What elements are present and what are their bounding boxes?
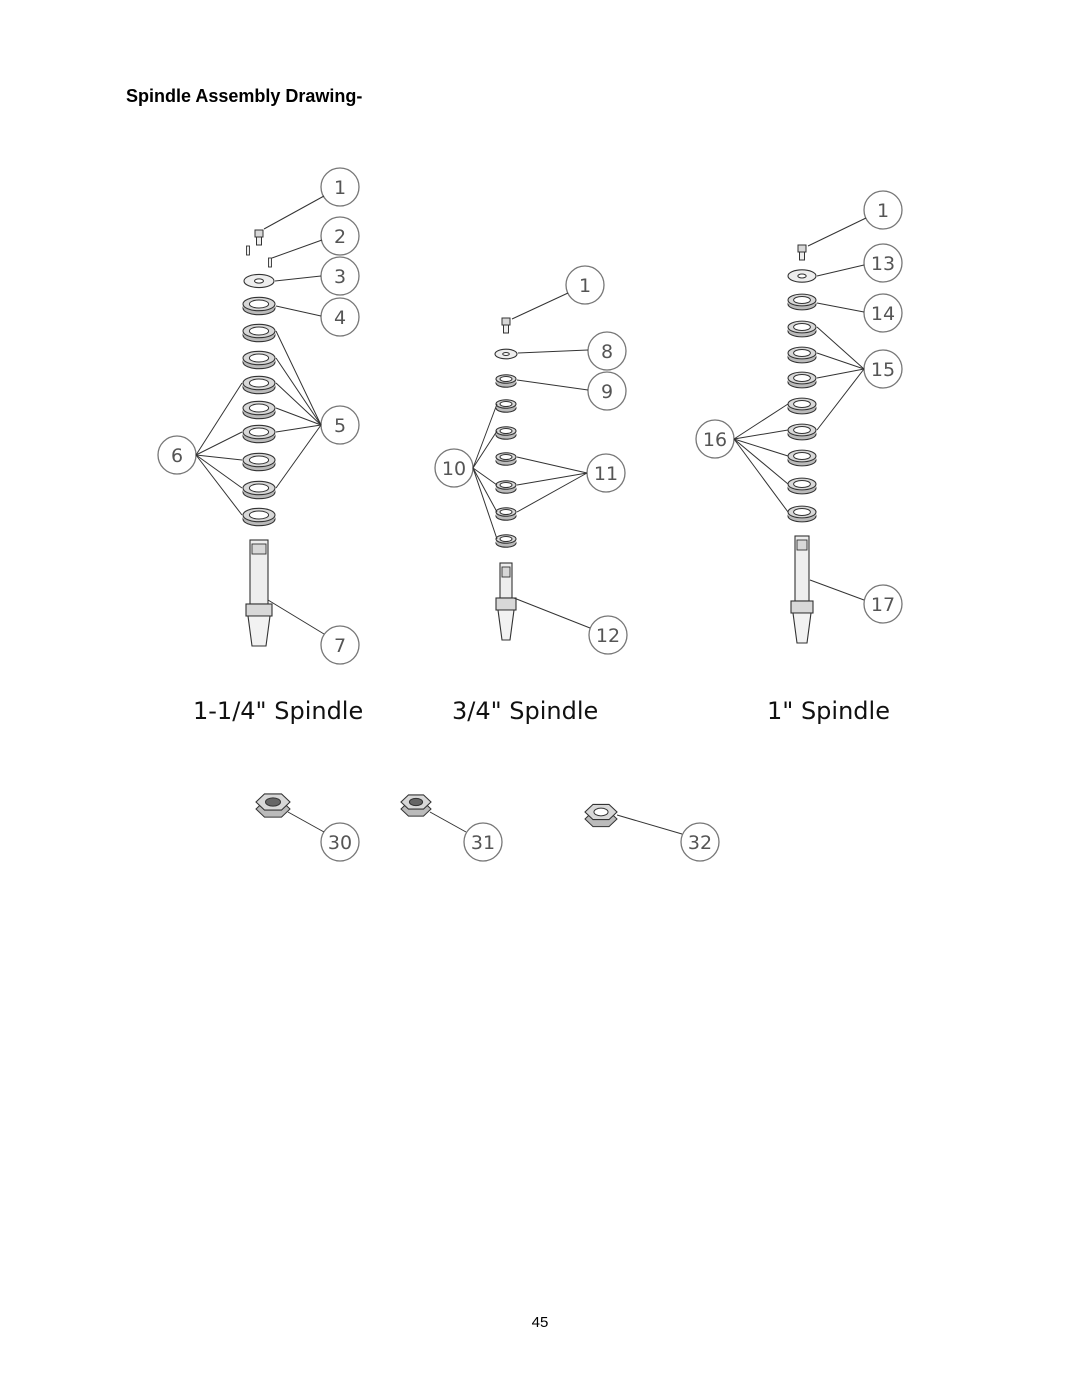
leader-5-2 (276, 358, 321, 425)
spindle3-ring-6 (788, 450, 816, 466)
spindle1-ring-1-bore (249, 300, 268, 308)
spindle2-arbor-key (502, 567, 510, 577)
callout-2-number: 2 (333, 226, 347, 248)
callout-32-number: 32 (687, 832, 713, 854)
leader-8 (518, 350, 588, 353)
leader-7 (268, 600, 324, 634)
spindle1-ring-3-bore (249, 354, 268, 362)
spindle1-arbor-collar (246, 604, 272, 616)
callout-1-spindle1 (321, 168, 359, 206)
spindle2-ring-6-bore (500, 536, 512, 541)
spindle1-ring-4-bore (249, 379, 268, 387)
callout-14 (864, 294, 902, 332)
leader-5-6 (276, 425, 321, 488)
nut-32-bore (594, 808, 608, 816)
nut-32 (585, 804, 617, 826)
callout-1-spindle3 (864, 191, 902, 229)
leader-12 (514, 598, 590, 628)
leader-6-3 (196, 455, 242, 460)
spindle2-washer-hole (503, 352, 510, 355)
spindle3-ring-6-bore (794, 452, 811, 459)
nut-31 (401, 795, 431, 816)
spindle1-ring-5 (243, 401, 275, 418)
leader-15-3 (817, 369, 864, 378)
spindle1-ring-5-bore (249, 404, 268, 412)
spindle3-ring-top (788, 294, 816, 310)
spindle3-ring-7-bore (794, 480, 811, 487)
leader-6-4 (196, 455, 242, 488)
spindle1-screw (255, 230, 263, 245)
spindle3-ring-3 (788, 372, 816, 388)
leader-13 (817, 265, 864, 276)
callout-30-number: 30 (327, 832, 353, 854)
nut-31-bore (409, 798, 422, 805)
spindle3-ring-2-bore (794, 349, 811, 356)
spindle1-pin-left (247, 246, 250, 255)
spindle2-ring-6 (496, 535, 516, 547)
spindle3-ring-2 (788, 347, 816, 363)
callout-6 (158, 436, 196, 474)
callout-2 (321, 217, 359, 255)
callout-16 (696, 420, 734, 458)
spindle3-arbor-key (797, 540, 807, 550)
callout-9 (588, 372, 626, 410)
spindle1-pin-right (269, 258, 272, 267)
spindle1-ring-6 (243, 425, 275, 442)
spindle2-ring-5 (496, 508, 516, 520)
spindle3-washer-hole (798, 274, 806, 278)
spindle3-ring-4-bore (794, 400, 811, 407)
spindle2-ring-4-bore (500, 482, 512, 487)
callout-1-spindle2 (566, 266, 604, 304)
leader-14 (817, 303, 864, 312)
spindle1-ring-6-bore (249, 428, 268, 436)
spindle3-arbor-collar (791, 601, 813, 613)
spindle1-arbor (246, 540, 272, 646)
spindle1-arbor-key (252, 544, 266, 554)
callout-8-number: 8 (600, 341, 614, 363)
leader-5-5 (276, 425, 321, 432)
callout-6-number: 6 (170, 445, 184, 467)
leader-9 (517, 380, 588, 390)
spindle3-ring-top-bore (794, 296, 811, 303)
callout-11 (587, 454, 625, 492)
spindle3-ring-7 (788, 478, 816, 494)
spindle-label-2: 3/4" Spindle (452, 697, 599, 725)
callout-31-number: 31 (470, 832, 496, 854)
spindle2-ring-2 (496, 427, 516, 439)
callout-13-number: 13 (870, 253, 896, 275)
callout-8 (588, 332, 626, 370)
spindle2-ring-top-bore (500, 376, 512, 381)
spindle1-ring-7-bore (249, 456, 268, 464)
spindle3-washer (788, 270, 816, 282)
spindle1-screw-head (255, 230, 263, 237)
nut-30-bore (266, 798, 281, 806)
callout-17-number: 17 (870, 594, 896, 616)
callout-7-number: 7 (333, 635, 347, 657)
leader-4 (276, 306, 321, 316)
spindle3-arbor-taper (793, 613, 811, 643)
leader-3 (275, 276, 321, 281)
callout-31 (464, 823, 502, 861)
spindle1-ring-9 (243, 508, 275, 525)
callout-15 (864, 350, 902, 388)
leader-17 (810, 580, 864, 600)
callout-1-spindle1-number: 1 (333, 177, 347, 199)
spindle3-arbor (791, 536, 813, 643)
leader-6-5 (196, 455, 242, 515)
spindle3-screw (798, 245, 806, 260)
spindle1-ring-1 (243, 297, 275, 314)
callout-16-number: 16 (702, 429, 728, 451)
callout-12-number: 12 (595, 625, 621, 647)
leader-16-2 (734, 430, 788, 439)
spindle2-ring-3 (496, 453, 516, 465)
callout-4-number: 4 (333, 307, 347, 329)
spindle3-screw-shank (800, 252, 805, 260)
spindle3-ring-5 (788, 424, 816, 440)
callout-30 (321, 823, 359, 861)
leader-11-1 (517, 457, 587, 473)
callout-9-number: 9 (600, 381, 614, 403)
spindle3-ring-8 (788, 506, 816, 522)
spindle3-ring-1-bore (794, 323, 811, 330)
spindle2-arbor-taper (498, 610, 514, 640)
callout-12 (589, 616, 627, 654)
spindle-label-1: 1-1/4" Spindle (193, 697, 364, 725)
spindle2-ring-top (496, 375, 516, 387)
leader-5-3 (276, 383, 321, 425)
callout-3-number: 3 (333, 266, 347, 288)
spindle3-ring-8-bore (794, 508, 811, 515)
page-title: Spindle Assembly Drawing- (126, 86, 363, 106)
spindle1-ring-3 (243, 351, 275, 368)
callout-14-number: 14 (870, 303, 896, 325)
spindle1-arbor-taper (248, 616, 270, 646)
leader-1-spindle2 (512, 293, 568, 319)
spindle3-ring-4 (788, 398, 816, 414)
spindle1-ring-9-bore (249, 511, 268, 519)
spindle2-arbor (496, 563, 516, 640)
callout-5 (321, 406, 359, 444)
callout-10 (435, 449, 473, 487)
spindle3-ring-3-bore (794, 374, 811, 381)
leader-1-spindle3 (808, 218, 866, 246)
spindle2-screw-shank (504, 325, 509, 333)
leader-16-5 (734, 439, 788, 512)
spindle2-washer (495, 349, 517, 359)
spindle1-ring-2 (243, 324, 275, 341)
spindle2-arbor-collar (496, 598, 516, 610)
leader-15-1 (817, 327, 864, 369)
callout-13 (864, 244, 902, 282)
spindle3-screw-head (798, 245, 806, 252)
leader-15-2 (817, 353, 864, 369)
spindle2-screw (502, 318, 510, 333)
spindle1-ring-8 (243, 481, 275, 498)
callout-4 (321, 298, 359, 336)
spindle2-ring-5-bore (500, 509, 512, 514)
leader-6-1 (196, 383, 242, 455)
spindle2-ring-1 (496, 400, 516, 412)
page-number: 45 (531, 1314, 549, 1331)
callout-15-number: 15 (870, 359, 896, 381)
spindle2-screw-head (502, 318, 510, 325)
leader-16-3 (734, 439, 788, 456)
spindle2-ring-1-bore (500, 401, 512, 406)
spindle3-ring-5-bore (794, 426, 811, 433)
spindle1-ring-8-bore (249, 484, 268, 492)
leader-31 (430, 812, 466, 832)
spindle1-washer-hole (255, 279, 264, 283)
leader-10-3 (473, 468, 497, 485)
spindle1-ring-7 (243, 453, 275, 470)
leader-16-4 (734, 439, 788, 484)
leader-30 (288, 812, 324, 832)
callout-1-spindle2-number: 1 (578, 275, 592, 297)
leader-15-4 (817, 369, 864, 430)
callout-7 (321, 626, 359, 664)
spindle1-screw-shank (257, 237, 262, 245)
callout-5-number: 5 (333, 415, 347, 437)
spindle2-ring-2-bore (500, 428, 512, 433)
spindle2-ring-3-bore (500, 454, 512, 459)
spindle-label-3: 1" Spindle (767, 697, 890, 725)
spindle1-ring-2-bore (249, 327, 268, 335)
spindle1-ring-4 (243, 376, 275, 393)
callout-10-number: 10 (441, 458, 467, 480)
leader-10-5 (473, 468, 497, 539)
leader-32 (617, 815, 682, 834)
spindle2-ring-4 (496, 481, 516, 493)
callout-11-number: 11 (593, 463, 619, 485)
spindle3-ring-1 (788, 321, 816, 337)
callout-3 (321, 257, 359, 295)
leader-16-1 (734, 404, 788, 439)
nut-30 (256, 794, 290, 817)
leader-1-spindle1 (264, 196, 324, 229)
callout-1-spindle3-number: 1 (876, 200, 890, 222)
spindle1-washer (244, 274, 274, 287)
callout-32 (681, 823, 719, 861)
leader-2 (272, 240, 322, 258)
leader-10-4 (473, 468, 497, 512)
callout-17 (864, 585, 902, 623)
